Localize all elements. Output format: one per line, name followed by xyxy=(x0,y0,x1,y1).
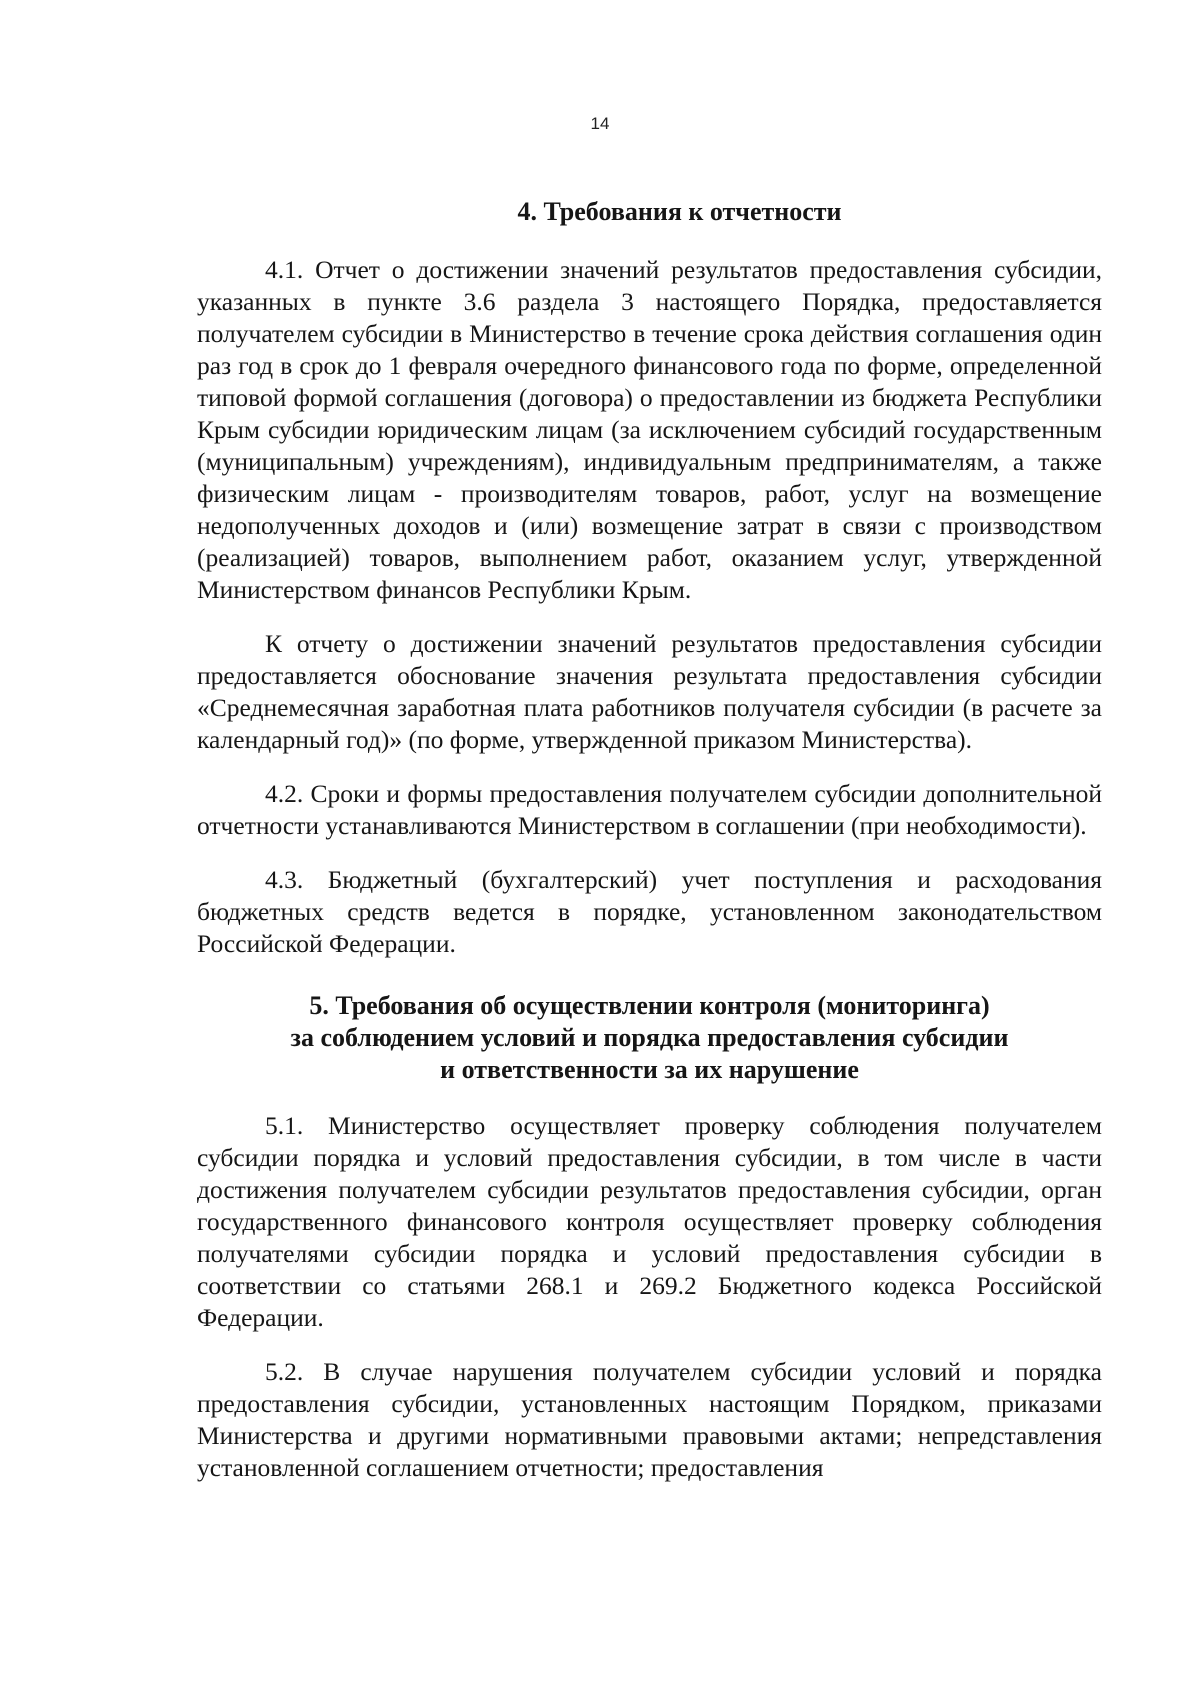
section-5-heading-line-2: за соблюдением условий и порядка предоставления субсидии xyxy=(290,1023,1009,1052)
document-body xyxy=(197,196,1102,1506)
paragraph-4-1-attachment: К отчету о достижении значений результатов предоставления субсидии предоставляется обоснование значения результата предоставления субсидии «Среднемесячная заработная плата работников получателя субсидии (в расчете за календарный год)» (по форме, утвержденной приказом Министерства). xyxy=(197,629,1102,754)
paragraph-5-2: 5.2. В случае нарушения получателем субсидии условий и порядка предоставления субсидии, установленных настоящим Порядком, приказами Министерства и другими нормативными правовыми актами; непредставления установленной соглашением отчетности; предоставления xyxy=(197,1357,1102,1482)
page-number: 14 xyxy=(590,114,610,133)
section-4-heading: 4. Требования к отчетности xyxy=(517,197,842,226)
paragraph-5-1: 5.1. Министерство осуществляет проверку соблюдения получателем субсидии порядка и условий предоставления субсидии, в том числе в части достижения получателем субсидии результатов предоставления субсидии, орган государственного финансового контроля осуществляет проверку соблюдения получателями субсидии порядка и условий предоставления субсидии в соответствии со статьями 268.1 и 269.2 Бюджетного кодекса Российской Федерации. xyxy=(197,1111,1102,1332)
paragraph-4-2: 4.2. Сроки и формы предоставления получателем субсидии дополнительной отчетности устанавливаются Министерством в соглашении (при необходимости). xyxy=(197,779,1102,840)
paragraph-4-3: 4.3. Бюджетный (бухгалтерский) учет поступления и расходования бюджетных средств ведется в порядке, установленном законодательством Российской Федерации. xyxy=(197,865,1102,958)
section-5-heading-line-3: и ответственности за их нарушение xyxy=(440,1055,859,1084)
section-5-heading-line-1: 5. Требования об осуществлении контроля (мониторинга) xyxy=(309,991,990,1020)
section-5-heading xyxy=(197,990,1102,1086)
paragraph-4-1: 4.1. Отчет о достижении значений результатов предоставления субсидии, указанных в пункте 3.6 раздела 3 настоящего Порядка, предоставляется получателем субсидии в Министерство в течение срока действия соглашения один раз год в срок до 1 февраля очередного финансового года по форме, определенной типовой формой соглашения (договора) о предоставлении из бюджета Республики Крым субсидии юридическим лицам (за исключением субсидий государственным (муниципальным) учреждениям), индивидуальным предпринимателям, а также физическим лицам - производителям товаров, работ, услуг на возмещение недополученных доходов и (или) возмещение затрат в связи с производством (реализацией) товаров, выполнением работ, оказанием услуг, утвержденной Министерством финансов Республики Крым. xyxy=(197,255,1102,604)
